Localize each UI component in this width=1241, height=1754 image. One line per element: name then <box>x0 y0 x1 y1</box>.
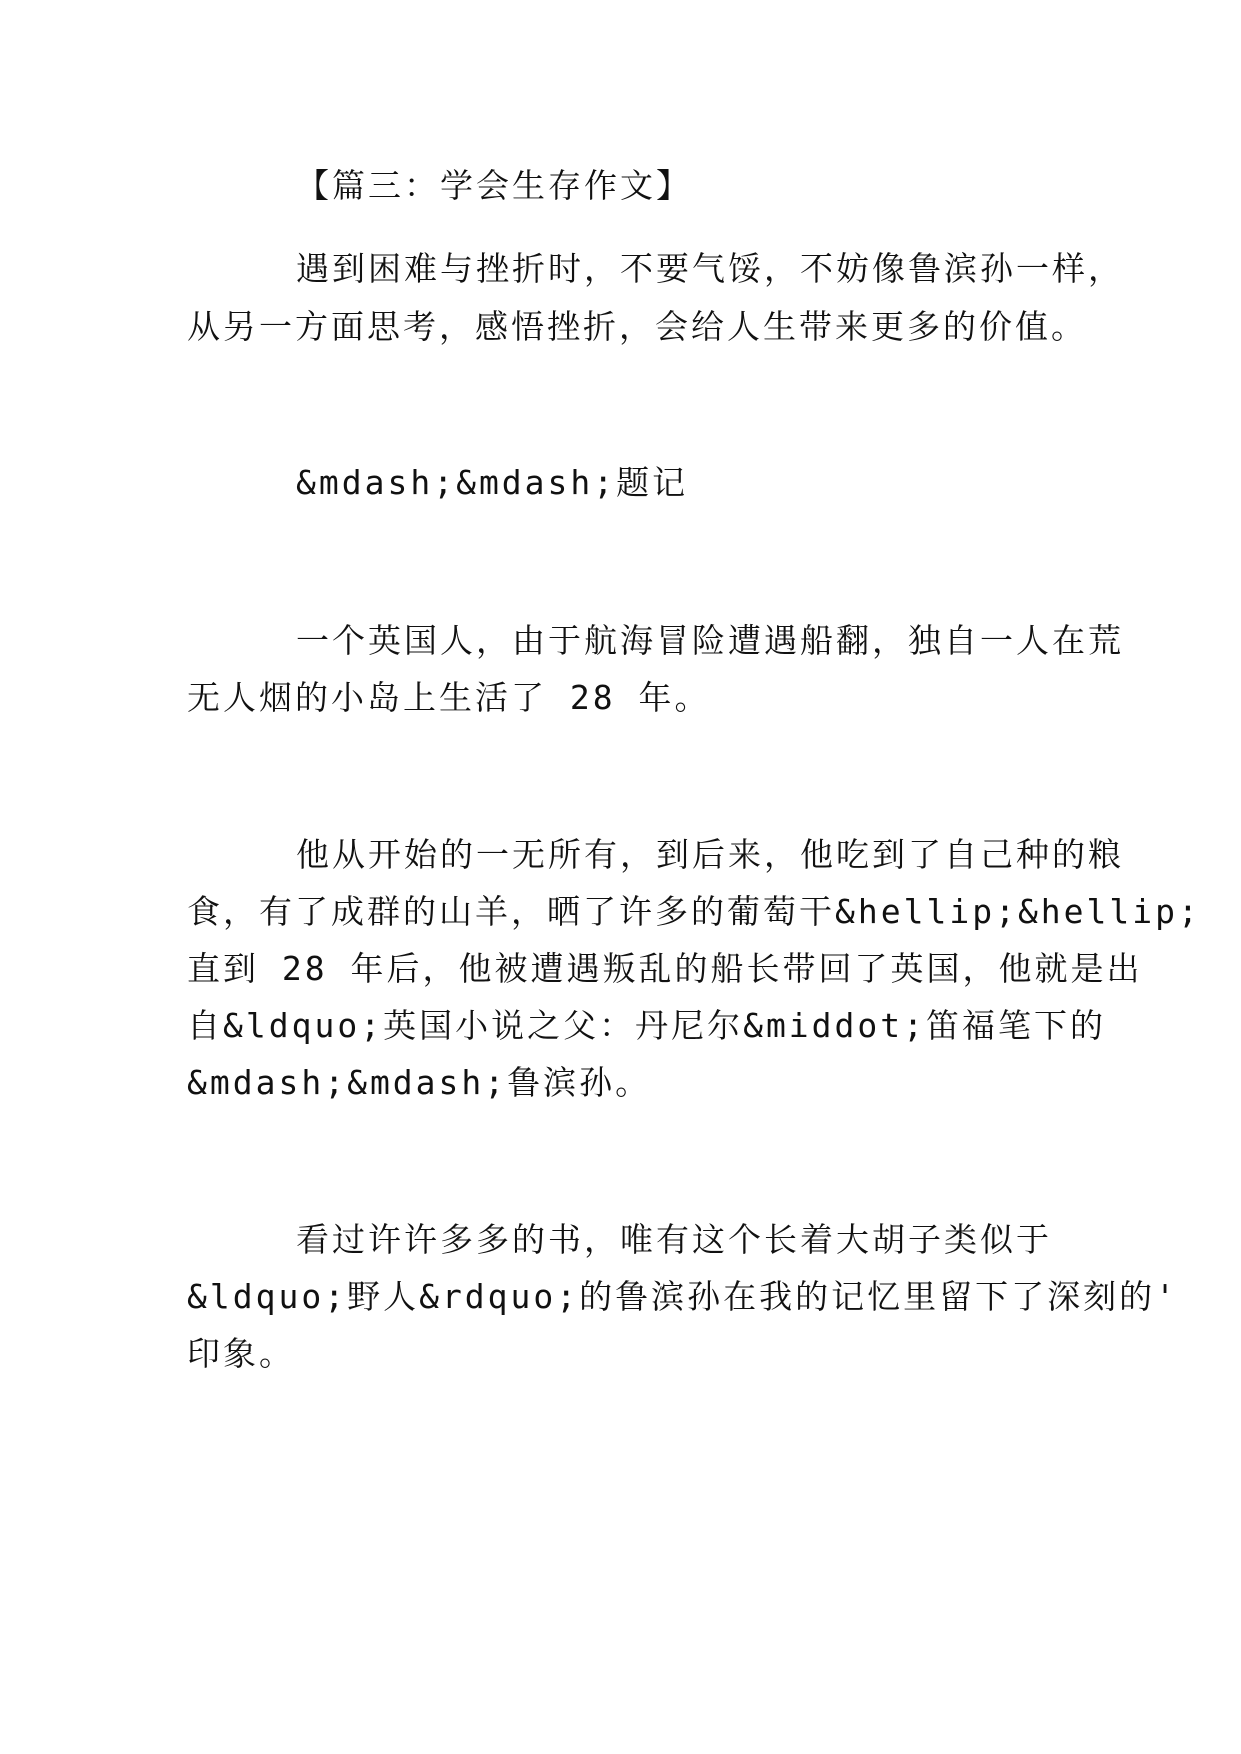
paragraph-line: 印象。 <box>187 1334 295 1373</box>
paragraph-line: 他从开始的一无所有，到后来，他吃到了自己种的粮 <box>296 835 1124 874</box>
paragraph-line: &mdash;&mdash;鲁滨孙。 <box>187 1063 652 1102</box>
paragraph-line: &ldquo;野人&rdquo;的鲁滨孙在我的记忆里留下了深刻的' <box>187 1277 1179 1316</box>
paragraph-line: 无人烟的小岛上生活了 28 年。 <box>187 678 711 717</box>
paragraph-line: 直到 28 年后，他被遭遇叛乱的船长带回了英国，他就是出 <box>187 949 1143 988</box>
paragraph-line: 遇到困难与挫折时，不要气馁，不妨像鲁滨孙一样， <box>296 249 1124 288</box>
document-title: 【篇三：学会生存作文】 <box>296 166 692 205</box>
paragraph-line: 从另一方面思考，感悟挫折，会给人生带来更多的价值。 <box>187 307 1087 346</box>
paragraph-line: 自&ldquo;英国小说之父：丹尼尔&middot;笛福笔下的 <box>187 1006 1107 1045</box>
paragraph-line: &mdash;&mdash;题记 <box>296 463 689 502</box>
paragraph-line: 看过许许多多的书，唯有这个长着大胡子类似于 <box>296 1220 1052 1259</box>
paragraph-line: 一个英国人，由于航海冒险遭遇船翻，独自一人在荒 <box>296 621 1124 660</box>
paragraph-line: 食，有了成群的山羊，晒了许多的葡萄干&hellip;&hellip; <box>187 892 1201 931</box>
